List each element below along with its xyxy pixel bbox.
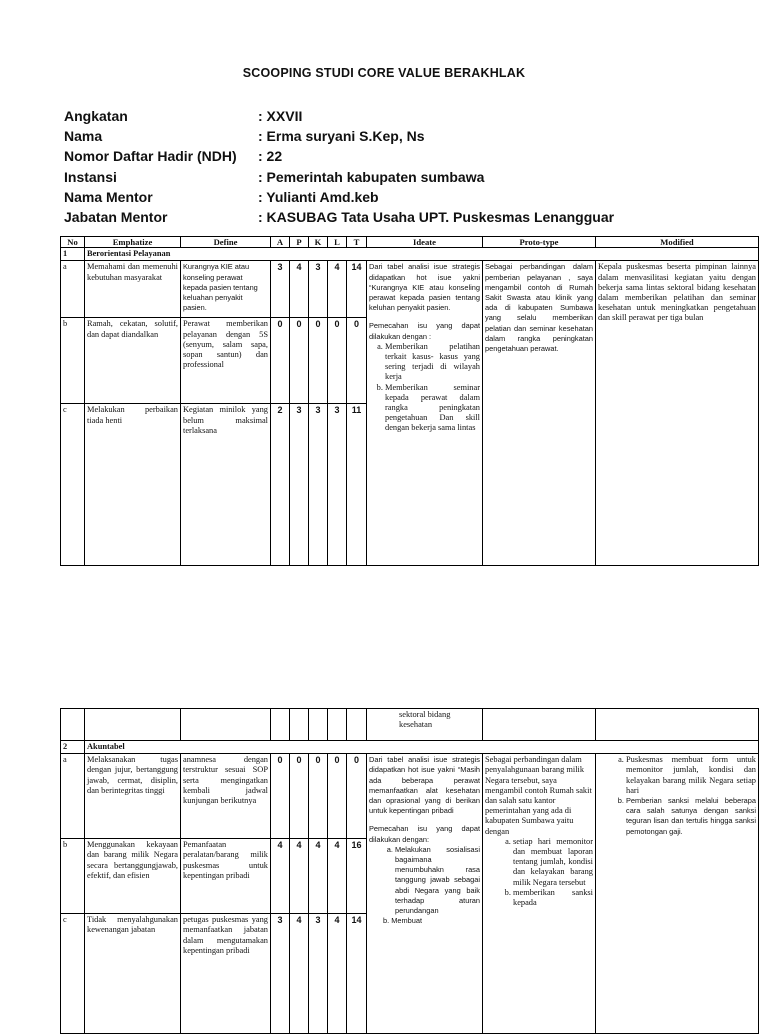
row-letter: a: [61, 754, 85, 839]
ideate-list: [369, 342, 480, 434]
score-k: 3: [309, 261, 328, 318]
col-header: P: [290, 237, 309, 248]
score-l: 0: [328, 754, 347, 839]
score-t: 11: [347, 404, 367, 566]
define-cell: Kurangnya KIE atau konseling perawat kepada pasien tentang keluahan penyakit pasien.: [181, 261, 271, 318]
col-header: Ideate: [367, 237, 483, 248]
score-l: 4: [328, 839, 347, 914]
define-cell: Kegiatan minilok yang belum maksimal terlaksana: [181, 404, 271, 566]
score-p: 4: [290, 261, 309, 318]
info-row: Angkatan : XXVII: [64, 108, 303, 124]
col-header: K: [309, 237, 328, 248]
modified-item: b. Pemberian sanksi melalui beberapa cara salah satunya dengan sanksi teguran lisan dan tertulis hingga sanksi pemotongan gaji.: [626, 796, 756, 837]
emphatize-cell: Melaksanakan tugas dengan jujur, bertanggung jawab, cermat, disiplin, dan berintegritas tinggi: [85, 754, 181, 839]
score-p: 4: [290, 839, 309, 914]
define-cell: Pemanfaatan peralatan/barang milik puskesmas untuk kepentingan pribadi: [181, 839, 271, 914]
define-cell: Perawat memberikan pelayanan dengan 5S (senyum, salam sapa, sopan santun) dan professional: [181, 318, 271, 404]
document-title: SCOOPING STUDI CORE VALUE BERAKHLAK: [242, 66, 526, 80]
prototype-list: [485, 837, 593, 908]
score-l: 4: [328, 914, 347, 1034]
score-t: 0: [347, 318, 367, 404]
ideate-continuation: sektoral bidang kesehatan: [399, 710, 451, 730]
prototype-cell: Sebagai perbandingan dalam pemberian pelayanan , saya mengambil contoh di Rumah Sakit Swasta atau klinik yang ada di kabupaten Sumbawa yang selalu memberikan pelatian dan seminar kesehatan dalam rangka peningkatan pengetahuan perawat.: [483, 261, 596, 566]
emphatize-cell: Memahami dan memenuhi kebutuhan masyarakat: [85, 261, 181, 318]
ideate-item-cut: b. Membuat: [383, 916, 423, 926]
table-row: [61, 754, 759, 839]
emphatize-cell: Tidak menyalahgunakan kewenangan jabatan: [85, 914, 181, 1034]
score-l: 3: [328, 404, 347, 566]
score-t: 14: [347, 261, 367, 318]
score-t: 16: [347, 839, 367, 914]
prototype-intro: Sebagai perbandingan dalam penyalahgunaan barang milik Negara tersebut, saya mengambil contoh Rumah sakit dan salah satu kantor pemerintahan yang ada di kabupaten Sumbawa yaitu dengan: [485, 755, 592, 836]
participant-info: [64, 106, 614, 227]
score-k: 3: [309, 914, 328, 1034]
score-p: 0: [290, 754, 309, 839]
score-t: 0: [347, 754, 367, 839]
modified-cell: [596, 754, 759, 1034]
scooping-table-part-2: [60, 708, 759, 1034]
ideate-lead: Pemecahan isu yang dapat dilakukan dengan :: [369, 321, 480, 341]
section-number: 2: [61, 741, 85, 754]
info-row: Jabatan Mentor : KASUBAG Tata Usaha UPT. Puskesmas Lenangguar: [64, 208, 615, 225]
ideate-lead: Pemecahan isu yang dapat dilakukan dengan:: [369, 824, 480, 844]
score-a: 0: [271, 754, 290, 839]
col-header: Proto-type: [483, 237, 596, 248]
section-row: [61, 741, 759, 754]
emphatize-cell: Menggunakan kekayaan dan barang milik Negara secara bertanggungjawab, efektif, dan efisien: [85, 839, 181, 914]
table-header-row: [61, 237, 759, 248]
ideate-intro: Dari tabel analisi isue strategis didapatkan hot isue yakni “Masih ada beberapa perawat memanfaatkan alat kesehatan dan oprasional yang di berikan untuk kepentingan pribadi: [369, 755, 480, 816]
col-header: L: [328, 237, 347, 248]
prototype-item: b. memberikan sanksi kepada: [513, 888, 593, 908]
score-a: 0: [271, 318, 290, 404]
info-row: Nama Mentor : Yulianti Amd.keb: [64, 188, 379, 205]
prototype-item: a. setiap hari memonitor dan membuat laporan tentang jumlah, kondisi dan kelayakan barang milik Negara tersebut: [513, 837, 593, 888]
ideate-list: [369, 845, 480, 916]
col-header: Modified: [596, 237, 759, 248]
score-a: 4: [271, 839, 290, 914]
continuation-row: [61, 709, 759, 741]
prototype-cell: [483, 754, 596, 1034]
table-row: [61, 261, 759, 318]
emphatize-cell: Ramah, cekatan, solutif, dan dapat diandalkan: [85, 318, 181, 404]
row-letter: c: [61, 404, 85, 566]
ideate-intro: Dari tabel analisi isue strategis didapatkan hot isue yakni “Kurangnya KIE atau konseling perawat kepada pasien tentang keluhan penyakit pasien.: [369, 262, 480, 313]
define-cell: anamnesa dengan terstruktur sesuai SOP serta mengingatkan kembali jadwal kunjungan berikutnya: [181, 754, 271, 839]
row-letter: a: [61, 261, 85, 318]
row-letter: b: [61, 318, 85, 404]
col-header: Define: [181, 237, 271, 248]
ideate-cell: [367, 261, 483, 566]
info-row: Instansi : Pemerintah kabupaten sumbawa: [64, 168, 485, 185]
scooping-table-part-1: [60, 236, 759, 566]
score-k: 0: [309, 318, 328, 404]
score-a: 3: [271, 914, 290, 1034]
modified-list: [598, 755, 756, 837]
section-title: Akuntabel: [85, 741, 759, 754]
define-cell: petugas puskesmas yang memanfaatkan jabatan dalam mengutamakan kepentingan pribadi: [181, 914, 271, 1034]
score-a: 3: [271, 261, 290, 318]
score-l: 4: [328, 261, 347, 318]
score-t: 14: [347, 914, 367, 1034]
col-header: A: [271, 237, 290, 248]
score-p: 3: [290, 404, 309, 566]
score-p: 4: [290, 914, 309, 1034]
ideate-item: b. Memberikan seminar kepada perawat dalam rangka peningkatan pengetahuan Dan skill dengan bekerja sama lintas: [385, 383, 480, 434]
row-letter: b: [61, 839, 85, 914]
score-k: 0: [309, 754, 328, 839]
score-l: 0: [328, 318, 347, 404]
score-k: 3: [309, 404, 328, 566]
section-number: 1: [61, 248, 85, 261]
row-letter: c: [61, 914, 85, 1034]
info-row: Nomor Daftar Hadir (NDH) : 22: [64, 148, 283, 165]
modified-cell: Kepala puskesmas beserta pimpinan lainnya dalam menvasilitasi kegiatan yaitu dengan bekerja sama lintas sektoral bidang kesehatan dalam memberikan pelatihan dan seminar kesehatan untuk meningkatkan pengetahuan dan skill perawat per tiga bulan: [596, 261, 759, 566]
score-a: 2: [271, 404, 290, 566]
col-header: Emphatize: [85, 237, 181, 248]
modified-item: a. Puskesmas membuat form untuk memonitor jumlah, kondisi dan kelayakan barang milik Negara setiap hari: [626, 755, 756, 796]
col-header: T: [347, 237, 367, 248]
ideate-item: a. Memberikan pelatihan terkait kasus- kasus yang sering terjadi di wilayah kerja: [385, 342, 480, 383]
score-p: 0: [290, 318, 309, 404]
score-k: 4: [309, 839, 328, 914]
emphatize-cell: Melakukan perbaikan tiada henti: [85, 404, 181, 566]
col-header: No: [61, 237, 85, 248]
section-title: Berorientasi Pelayanan: [85, 248, 759, 261]
info-row: Nama : Erma suryani S.Kep, Ns: [64, 128, 425, 145]
section-row: [61, 248, 759, 261]
ideate-cell: [367, 754, 483, 1034]
ideate-item: a. Melakukan sosialisasi bagaimana menumbuhakn rasa tanggung jawab sebagai abdi Negara yang baik terhadap aturan perundangan: [395, 845, 480, 916]
